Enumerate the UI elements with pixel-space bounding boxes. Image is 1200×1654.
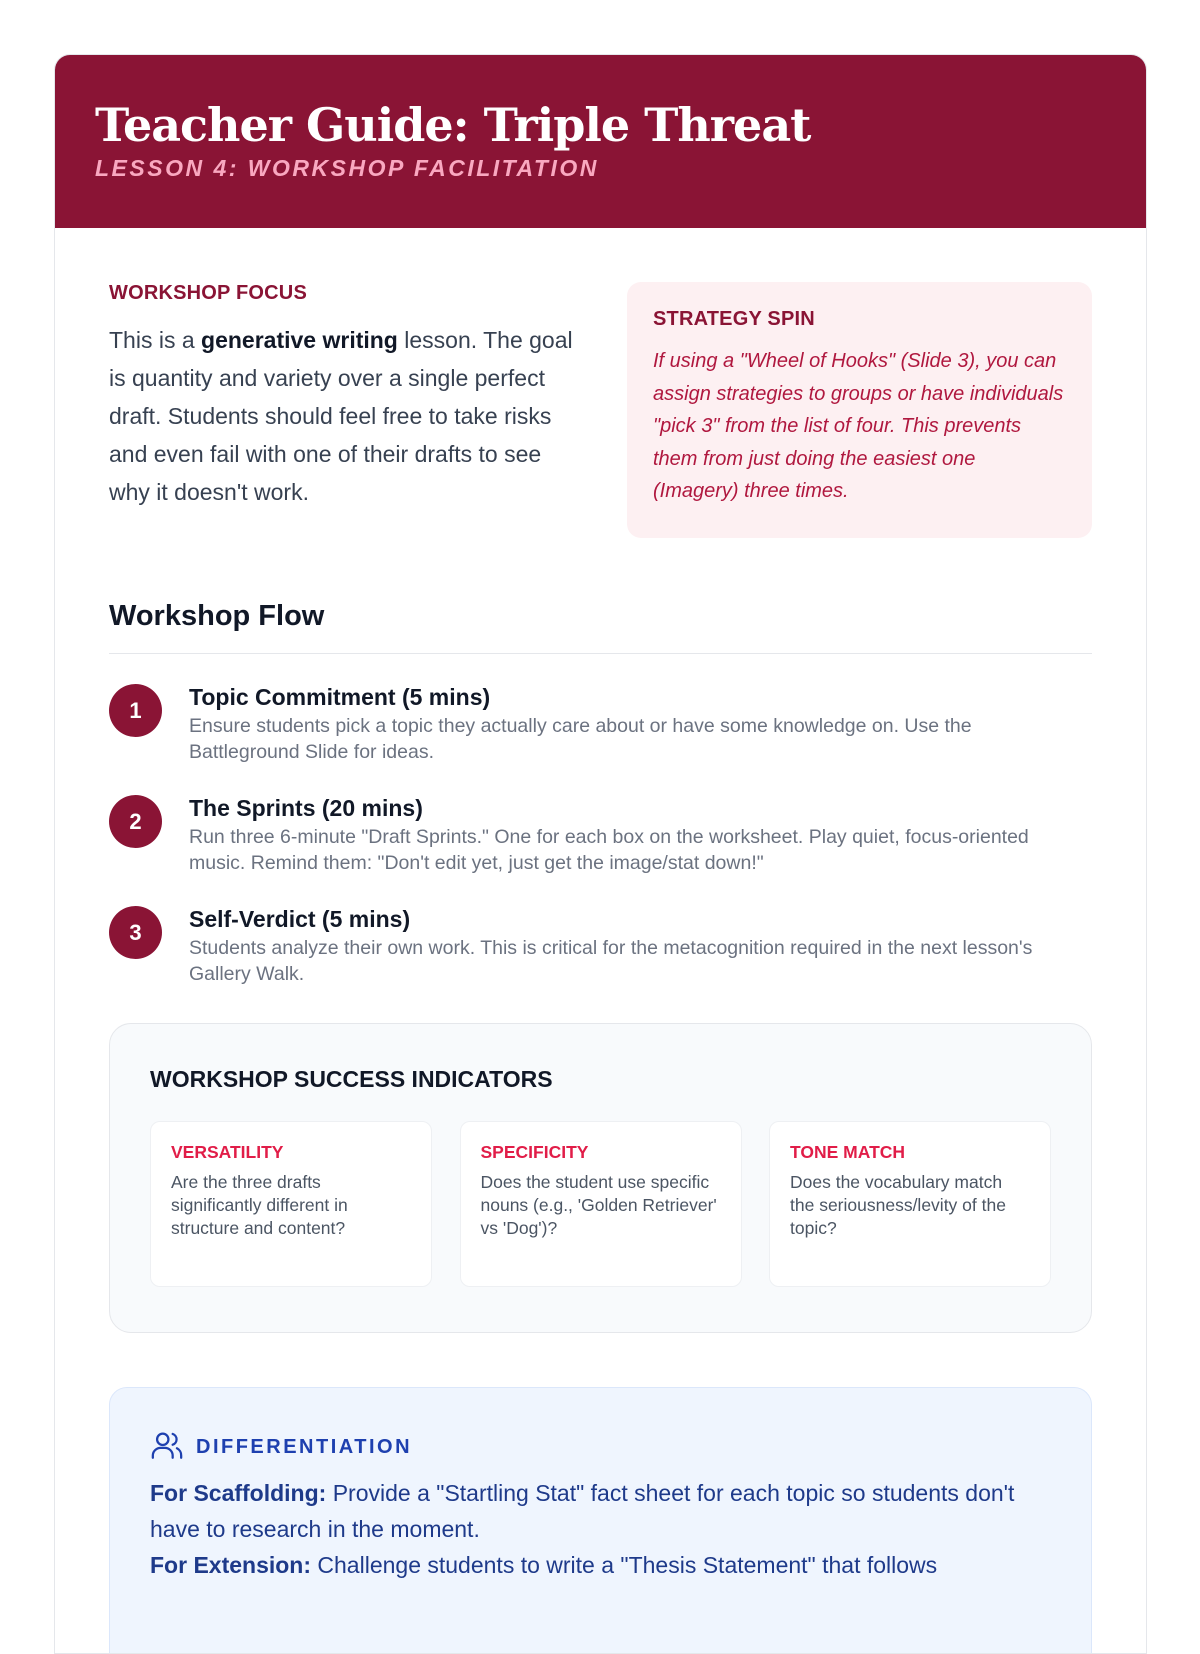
extension-text: Challenge students to write a "Thesis Statement" that follows [311, 1552, 938, 1578]
strategy-spin-callout [627, 282, 1092, 538]
step-number-badge: 3 [109, 906, 162, 959]
workshop-focus-heading: WORKSHOP FOCUS [109, 282, 307, 304]
step-title: The Sprints (20 mins) [189, 795, 423, 821]
workshop-focus-text [109, 321, 579, 511]
workshop-steps [109, 682, 1092, 987]
step-body [189, 793, 1049, 876]
step-body [189, 682, 1049, 765]
teacher-guide-card [54, 54, 1147, 1654]
indicator-label: VERSATILITY [171, 1142, 284, 1162]
scaffolding-text: Provide a "Startling Stat" fact sheet for each topic so students don't have to research in the moment. [150, 1480, 1015, 1542]
step-description: Ensure students pick a topic they actually care about or have some knowledge on. Use the Battleground Slide for ideas. [189, 715, 972, 763]
workshop-flow-heading: Workshop Flow [109, 600, 1092, 654]
users-icon [150, 1428, 184, 1467]
page-title: Teacher Guide: Triple Threat [95, 98, 811, 152]
indicator-text: Does the vocabulary match the seriousness/levity of the topic? [790, 1172, 1006, 1238]
indicator-label: TONE MATCH [790, 1142, 906, 1162]
strategy-spin-heading: STRATEGY SPIN [653, 308, 815, 330]
step-description: Run three 6-minute "Draft Sprints." One for each box on the worksheet. Play quiet, focus-oriented music. Remind them: "Don't edit yet, just get the image/stat down!" [189, 826, 1029, 874]
strategy-spin-text: If using a "Wheel of Hooks" (Slide 3), you can assign strategies to groups or have individuals "pick 3" from the list of four. This prevents them from just doing the easiest one (Imagery) three times. [653, 350, 1064, 502]
indicator-text: Does the student use specific nouns (e.g., 'Golden Retriever' vs 'Dog')? [480, 1172, 717, 1238]
step-description: Students analyze their own work. This is critical for the metacognition required in the next lesson's Gallery Walk. [189, 937, 1033, 985]
scaffolding-note [150, 1475, 1051, 1547]
focus-text-end: lesson. The goal is quantity and variety over a single perfect draft. Students should feel free to take risks and even fail with one of their drafts to see why it doesn't work. [109, 327, 573, 505]
focus-text-start: This is a [109, 327, 202, 353]
step-item [109, 682, 1092, 765]
step-number-badge: 2 [109, 795, 162, 848]
indicator-grid [150, 1121, 1051, 1287]
extension-note [150, 1547, 1051, 1583]
focus-text-bold: generative writing [201, 327, 398, 353]
indicator-card-specificity [460, 1121, 742, 1287]
extension-label: For Extension: [150, 1552, 312, 1578]
indicator-card-versatility [150, 1121, 432, 1287]
step-number-badge: 1 [109, 684, 162, 737]
guide-content [55, 228, 1146, 1654]
lesson-subtitle: LESSON 4: WORKSHOP FACILITATION [95, 155, 599, 181]
step-body [189, 904, 1049, 987]
step-item [109, 904, 1092, 987]
indicator-label: SPECIFICITY [480, 1142, 589, 1162]
success-indicators-heading: WORKSHOP SUCCESS INDICATORS [150, 1066, 553, 1092]
guide-header [55, 55, 1146, 228]
indicator-card-tone-match [769, 1121, 1051, 1287]
workshop-focus [109, 282, 579, 538]
scaffolding-label: For Scaffolding: [150, 1480, 327, 1506]
step-title: Self-Verdict (5 mins) [189, 906, 411, 932]
differentiation-panel [109, 1387, 1092, 1654]
step-item [109, 793, 1092, 876]
differentiation-header [150, 1428, 1051, 1467]
differentiation-heading: DIFFERENTIATION [196, 1436, 413, 1458]
indicator-text: Are the three drafts significantly different in structure and content? [171, 1172, 348, 1238]
step-title: Topic Commitment (5 mins) [189, 684, 491, 710]
top-row [109, 282, 1092, 538]
success-indicators-panel [109, 1023, 1092, 1333]
